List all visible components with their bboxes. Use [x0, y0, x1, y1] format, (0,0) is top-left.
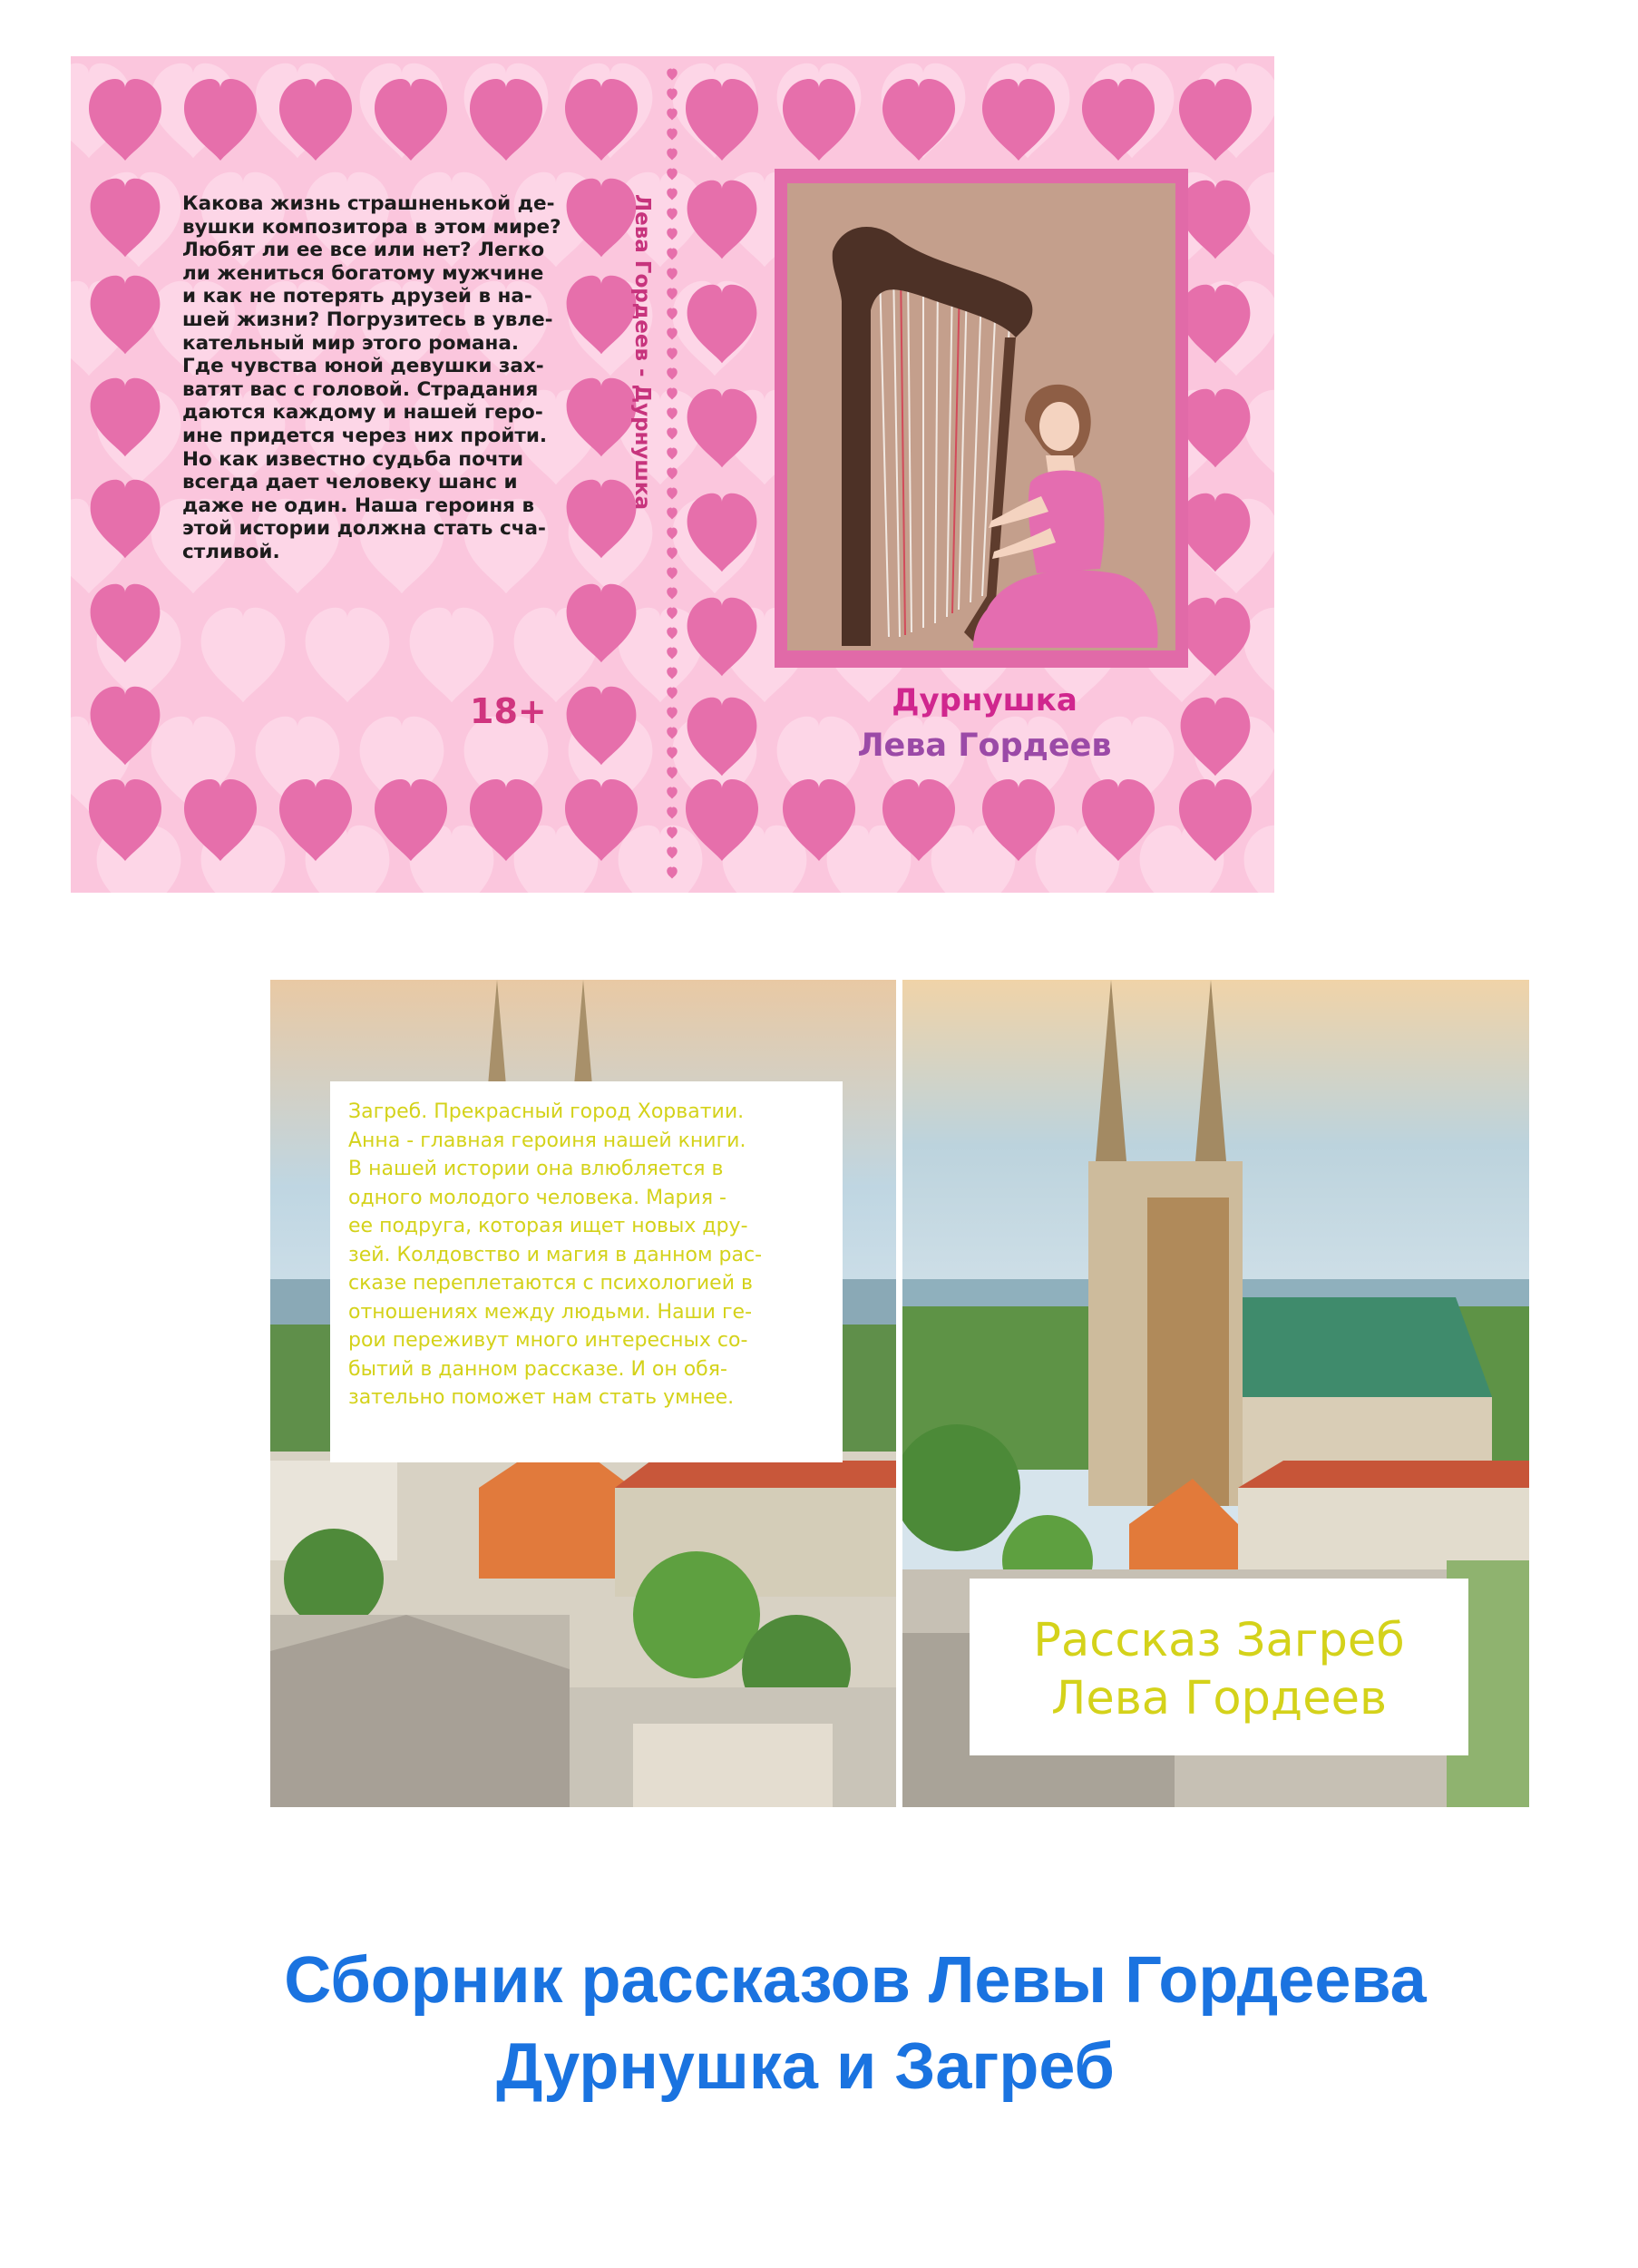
heart-icon [667, 488, 678, 500]
heart-icon [667, 149, 678, 161]
heart-icon [410, 608, 494, 702]
heart-icon [667, 787, 678, 799]
book-durnushka-cover-spread [71, 56, 1274, 893]
spine-gap [896, 980, 902, 1807]
heart-icon [686, 79, 758, 161]
heart-icon [982, 79, 1055, 161]
heart-icon [667, 328, 678, 340]
heart-icon [667, 348, 678, 360]
heart-icon [470, 79, 542, 161]
zagreb-title-box [970, 1579, 1468, 1755]
zagreb-back-blurb: Загреб. Прекрасный город Хорватии. Анна - главная героиня нашей книги. В нашей истории она влюбляется в одного молодого человека. Мария - ее подруга, которая ищет новых дру- зей. Колдовство и магия в данном рас- сказе переплетаются с психологией в отношениях между людьми. Наши ге- рои переживут много интересных со- бытий в данном рассказе. И он обя- зательно поможет нам стать умнее. [348, 1100, 763, 1409]
heart-icon [882, 79, 955, 161]
zagreb-cover-author: Лева Гордеев [1051, 1672, 1387, 1725]
heart-icon [667, 767, 678, 779]
heart-icon [667, 109, 678, 121]
cover-author: Лева Гордеев [857, 728, 1112, 764]
cover-illustration-frame [775, 169, 1188, 668]
harp-player-icon [787, 183, 1175, 650]
heart-icon [667, 368, 678, 380]
book-zagreb-cover-spread [270, 980, 1529, 1807]
heart-icon [1082, 79, 1155, 161]
heart-icon [1244, 826, 1274, 893]
heart-icon [667, 568, 678, 580]
heart-icon [667, 468, 678, 480]
heart-icon [306, 608, 390, 702]
heart-icon [375, 79, 447, 161]
heart-icon [667, 508, 678, 520]
heart-icon [201, 608, 286, 702]
heart-icon [783, 79, 855, 161]
heart-icon [667, 708, 678, 719]
harpist-illustration [787, 183, 1175, 650]
heart-icon [667, 588, 678, 600]
heart-icon [1244, 172, 1274, 267]
collection-caption-line2: Дурнушка и Загреб [496, 2030, 1115, 2103]
age-rating-badge: 18+ [470, 691, 547, 731]
heart-icon [667, 69, 678, 81]
heart-icon [1244, 390, 1274, 484]
cover-title: Дурнушка [892, 682, 1077, 719]
spine-title: Лева Гордеев - Дурнушка [630, 194, 654, 510]
heart-icon [667, 288, 678, 300]
heart-icon [667, 688, 678, 699]
heart-icon [667, 807, 678, 819]
heart-icon [619, 826, 703, 893]
heart-icon [667, 548, 678, 560]
heart-icon [667, 269, 678, 280]
heart-icon [565, 79, 638, 161]
heart-icon [667, 129, 678, 141]
heart-icon [89, 79, 161, 161]
back-cover-blurb: Какова жизнь страшненькой де- вушки композитора в этом мире? Любят ли ее все или нет? Легко ли жениться богатому мужчине и как не потерять друзей в на- шей жизни? Погрузитесь в увле- кательный мир этого романа. Где чувства юной девушки зах- ватят вас с головой. Страдания даются каждому и нашей геро- ине придется через них пройти. Но как известно судьба почти всегда дает человеку шанс и даже не один. Наша героиня в этой истории должна стать сча- стливой. [182, 192, 561, 563]
zagreb-cover-title: Рассказ Загреб [1033, 1614, 1405, 1667]
collection-caption-line1: Сборник рассказов Левы Гордеева [284, 1944, 1427, 2017]
zagreb-blurb-box [330, 1081, 843, 1462]
